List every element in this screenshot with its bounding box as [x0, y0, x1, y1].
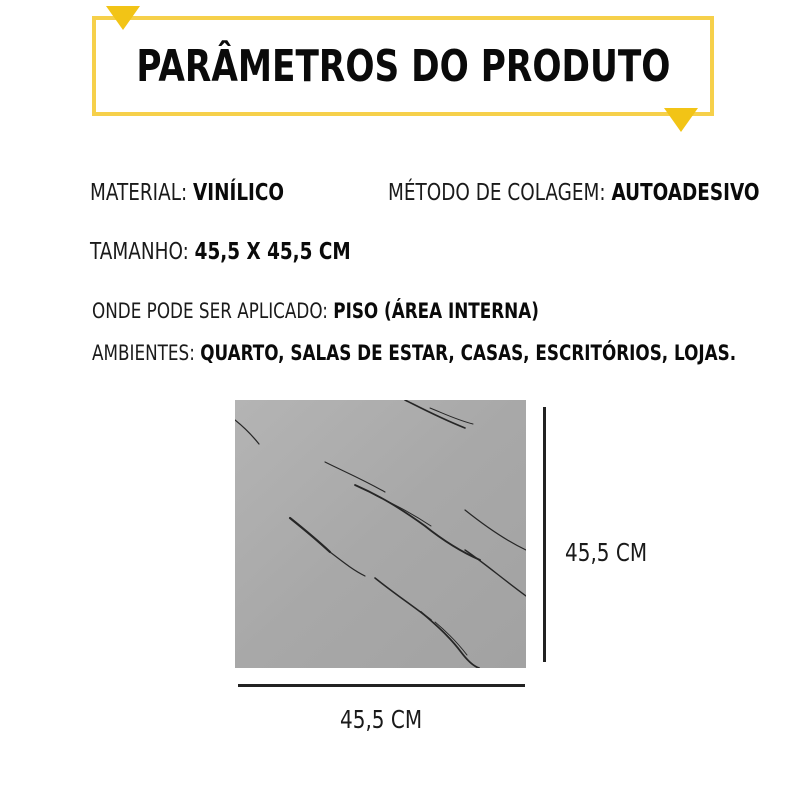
size-value: 45,5 X 45,5 CM [194, 239, 351, 265]
marble-tile-image [235, 400, 526, 668]
height-dimension-label: 45,5 CM [565, 538, 648, 567]
spec-where [92, 301, 539, 322]
rooms-label: AMBIENTES: [92, 341, 195, 365]
spec-method [388, 182, 760, 205]
width-dimension-line [238, 684, 525, 687]
method-label: MÉTODO DE COLAGEM: [388, 180, 606, 206]
title-frame [92, 16, 714, 116]
where-value: PISO (ÁREA INTERNA) [333, 299, 539, 323]
width-dimension-label: 45,5 CM [340, 705, 423, 734]
triangle-top-left-icon [106, 6, 140, 30]
size-label: TAMANHO: [90, 239, 189, 265]
spec-material [90, 182, 284, 205]
material-value: VINÍLICO [193, 180, 285, 206]
spec-rooms [92, 343, 736, 364]
rooms-value: QUARTO, SALAS DE ESTAR, CASAS, ESCRITÓRIOS, LOJAS. [200, 341, 737, 365]
method-value: AUTOADESIVO [611, 180, 760, 206]
where-label: ONDE PODE SER APLICADO: [92, 299, 328, 323]
page-title: PARÂMETROS DO PRODUTO [135, 40, 671, 92]
spec-size [90, 241, 351, 264]
material-label: MATERIAL: [90, 180, 188, 206]
triangle-bottom-right-icon [664, 108, 698, 132]
height-dimension-line [543, 407, 546, 662]
